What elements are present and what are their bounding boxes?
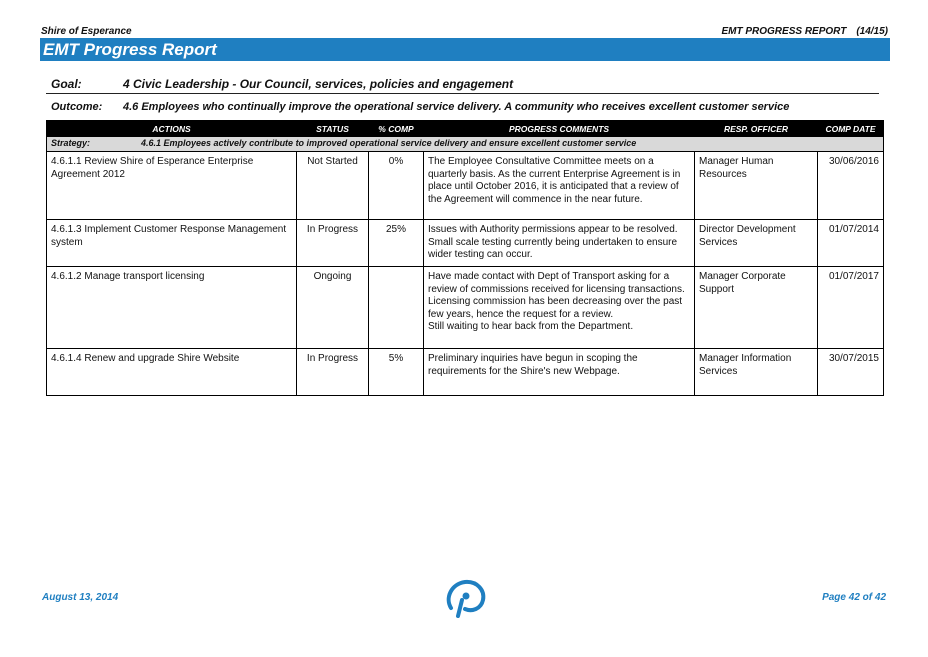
date-cell: 30/06/2016 xyxy=(818,152,884,220)
actions-table xyxy=(46,120,884,396)
col-date: COMP DATE xyxy=(818,121,884,137)
outcome-row xyxy=(51,101,789,113)
officer-cell: Director Development Services xyxy=(695,220,818,267)
title-banner: EMT Progress Report xyxy=(40,38,890,61)
footer-page: Page 42 of 42 xyxy=(822,592,886,603)
outcome-label: Outcome: xyxy=(51,101,103,113)
col-actions: ACTIONS xyxy=(47,121,297,137)
comp-cell: 25% xyxy=(369,220,424,267)
comments-cell: The Employee Consultative Committee meets on a quarterly basis. As the current Enterprise Agreement is in place until October 2016, it is anticipated that a review of the Agreement will commence in the near future. xyxy=(424,152,695,220)
comp-cell xyxy=(369,267,424,349)
table-row xyxy=(47,267,884,349)
col-comments: PROGRESS COMMENTS xyxy=(424,121,695,137)
officer-cell: Manager Human Resources xyxy=(695,152,818,220)
officer-cell: Manager Corporate Support xyxy=(695,267,818,349)
date-cell: 01/07/2017 xyxy=(818,267,884,349)
shire-logo-icon xyxy=(443,578,487,620)
goal-label: Goal: xyxy=(51,77,82,91)
outcome-text: 4.6 Employees who continually improve the operational service delivery. A community who receives excellent customer service xyxy=(123,101,790,113)
table-row xyxy=(47,152,884,220)
action-cell: 4.6.1.2 Manage transport licensing xyxy=(47,267,297,349)
goal-row xyxy=(51,77,513,91)
status-cell: In Progress xyxy=(297,220,369,267)
status-cell: Not Started xyxy=(297,152,369,220)
comments-cell: Preliminary inquiries have begun in scoping the requirements for the Shire's new Webpage. xyxy=(424,349,695,396)
status-cell: In Progress xyxy=(297,349,369,396)
report-page-ref: (14/15) xyxy=(856,26,888,37)
comment-line: Licensing commission has been decreasing over the past few years, hence the request for a review. xyxy=(428,296,683,320)
col-status: STATUS xyxy=(297,121,369,137)
report-name: EMT PROGRESS REPORT xyxy=(721,26,847,37)
org-name: Shire of Esperance xyxy=(41,26,132,37)
comment-line: Have made contact with Dept of Transport asking for a review of commissions received for licensing transactions. xyxy=(428,271,685,295)
action-cell: 4.6.1.4 Renew and upgrade Shire Website xyxy=(47,349,297,396)
date-cell: 01/07/2014 xyxy=(818,220,884,267)
strategy-row xyxy=(47,137,884,152)
status-cell: Ongoing xyxy=(297,267,369,349)
table-row xyxy=(47,349,884,396)
col-comp: % COMP xyxy=(369,121,424,137)
table-header-row xyxy=(47,121,884,137)
col-officer: RESP. OFFICER xyxy=(695,121,818,137)
footer-date: August 13, 2014 xyxy=(42,592,119,603)
comment-line: Still waiting to hear back from the Department. xyxy=(428,321,634,332)
comp-cell: 0% xyxy=(369,152,424,220)
goal-text: 4 Civic Leadership - Our Council, services, policies and engagement xyxy=(123,77,514,91)
action-cell: 4.6.1.1 Review Shire of Esperance Enterprise Agreement 2012 xyxy=(47,152,297,220)
strategy-cell xyxy=(47,137,884,152)
goal-divider xyxy=(46,93,879,94)
comments-cell xyxy=(424,267,695,349)
officer-cell: Manager Information Services xyxy=(695,349,818,396)
table-row xyxy=(47,220,884,267)
comp-cell: 5% xyxy=(369,349,424,396)
action-cell: 4.6.1.3 Implement Customer Response Management system xyxy=(47,220,297,267)
date-cell: 30/07/2015 xyxy=(818,349,884,396)
comments-cell: Issues with Authority permissions appear to be resolved. Small scale testing currently being undertaken to ensure wider testing can occur. xyxy=(424,220,695,267)
strategy-text: 4.6.1 Employees actively contribute to improved operational service delivery and ensure excellent customer service xyxy=(141,138,637,148)
strategy-label: Strategy: xyxy=(51,138,91,148)
report-id xyxy=(721,26,888,37)
